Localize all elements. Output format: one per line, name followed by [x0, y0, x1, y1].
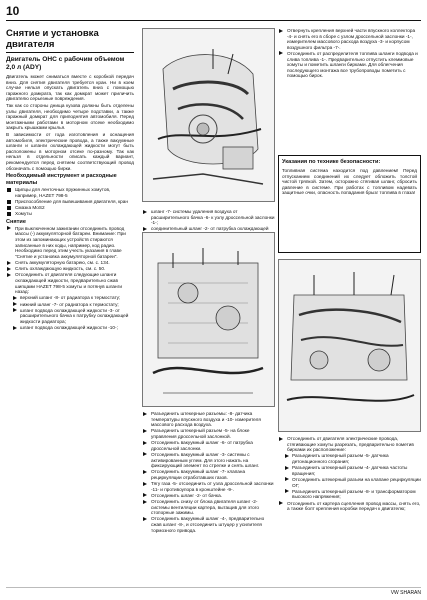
bullet-square-icon	[7, 212, 11, 216]
arrow-bullet-icon	[13, 308, 17, 312]
safety-notice-title: Указания по технике безопасности:	[282, 159, 381, 165]
arrow-bullet-icon	[7, 261, 11, 265]
arrow-bullet-icon	[143, 441, 147, 445]
arrow-bullet-icon	[143, 429, 147, 433]
intro-paragraph: Двигатель может сниматься вместе с коробкой передач вниз. Для снятия двигателя требуется кран. Ни в коем случае нельзя опускать двигатель вниз с помощью гаражного домкрата, так как домкрат может приличить двигателю серьезные повреждения.	[6, 74, 134, 102]
connector-step	[142, 499, 275, 516]
wiring-substep-text: Разъединить штекерный разъем -8- и трансформатором высокого напряжения;	[292, 488, 416, 500]
removal-substep	[6, 302, 134, 308]
wiring-substep-text: Разъединить штекерный разъем -5- датчика детонационного сгорания;	[292, 453, 389, 464]
arrow-bullet-icon	[285, 489, 289, 493]
connector-step-text: Отсоединить шланг -2- от бачка.	[151, 492, 222, 498]
tool-item	[6, 187, 134, 198]
arrow-bullet-icon	[279, 51, 283, 55]
removal-substep	[6, 325, 134, 331]
tool-item	[6, 211, 134, 217]
tools-heading: Необходимый инструмент и расходные материалы	[6, 173, 117, 187]
wiring-step-text: Отсоединить от двигателя электрические провода, стягивающие хомуты разрезать, предварительно пометив бирками их расположение:	[287, 436, 414, 453]
connector-step-text: Отсоединить вакуумный шланг -4-, предварительно сжав шланг -8-, и отсоединить штуцер у усилителя тормозного привода.	[151, 516, 265, 533]
connector-step	[142, 411, 275, 428]
removal-step	[6, 266, 134, 272]
connector-step	[142, 428, 275, 439]
arrow-bullet-icon	[143, 227, 147, 231]
tool-item	[6, 199, 134, 205]
removal-step-text: Отсоединить от двигателя следующие шланги охлаждающей жидкости, предварительно сжав шипцами HAZET 798-5 хомуты и потянув шланги назад:	[15, 272, 122, 295]
arrow-bullet-icon	[7, 273, 11, 277]
removal-step-text: При выключенном зажигании отсоединить провод массы (-) аккумуляторной батареи. Внимание: При этом из запоминающих устройств стираются записанные в них коды, например, код радио. Необходимо перед этим учесть указания в главе "Снятие и установка аккумуляторной батареи".	[15, 225, 126, 259]
safety-notice-text: Топливная система находится под давлением! Перед отпусканием соединений их следует обложить толстой чистой тряпкой. Затем, осторожно стягивая шланг, сбросить давление в системе. При работах с топливом надевать защитные очки, опасность попадания брызг топлива в глаза!	[282, 168, 417, 196]
safety-notice-box	[278, 155, 421, 253]
connector-step-text: Тягу газа -5- отсоединить от узла дроссельной заслонки -11- и противоупора в кронштейне -9-.	[151, 481, 274, 492]
arrow-bullet-icon	[7, 226, 11, 230]
tool-item-text: Смазка MoS2	[15, 205, 45, 211]
removal-step-text: Снять аккумуляторную батарею, см. с. 134.	[15, 260, 110, 265]
connector-step	[142, 452, 275, 469]
wiring-step	[278, 501, 421, 512]
arrow-bullet-icon	[279, 437, 283, 441]
page-footer: VW SHARAN	[390, 590, 421, 596]
connector-step-text: Разъединить штекерные разъемы: -8- датчика температуры впускного воздуха и -10- измерителя массового расхода воздуха.	[151, 411, 261, 428]
arrow-bullet-icon	[143, 500, 147, 504]
intake-step-text: Отсоединить от распределителя топлива шланги подвода и слива топлива -1-. Предварительно отпустить клеммовые хомуты и пометить шланги бирками. Для облегчения последующего монтажа все трубопроводы пометить с помощью бирок.	[287, 50, 418, 79]
fuel-lines-figure	[278, 259, 421, 432]
removal-heading: Снятие	[6, 218, 26, 225]
intake-step	[278, 51, 421, 79]
page-number: 10	[6, 4, 20, 18]
connector-step	[142, 516, 275, 533]
removal-substep	[6, 295, 134, 301]
section-title: Снятие и установка двигателя	[6, 28, 99, 50]
fuel-lines-drawing	[279, 260, 421, 432]
connector-step	[142, 481, 275, 492]
intake-step	[278, 28, 421, 50]
intake-connectors-figure	[142, 232, 275, 407]
removal-step	[6, 226, 134, 260]
tool-item-text: Щипцы для ленточных пружинных хомутов, например, HAZET 798-5	[15, 187, 111, 198]
footer-divider	[6, 587, 421, 588]
intro-paragraph: Так как со стороны днища кузова должны быть отделены узлы двигателя, необходимо четыре подставки, а также гаражный домкрат для приподнятия автомобиля. Перед монтажными работами в моторном отсеке необходимо закрыть крышками крылья.	[6, 102, 134, 131]
wiring-substep-text: Разъединить штекерный разъем -4- датчика частоты вращения;	[292, 465, 408, 476]
connector-step	[142, 469, 275, 480]
column-1	[6, 28, 134, 331]
removal-step	[6, 260, 134, 266]
hose-step	[142, 209, 275, 226]
removal-step	[6, 272, 134, 294]
arrow-bullet-icon	[13, 326, 17, 330]
removal-substep-text: верхний шланг -8- от радиатора к термостату;	[20, 295, 121, 301]
removal-step-text: Слить охлаждающую жидкость, см. с. 50.	[15, 266, 106, 272]
section-title-rule	[6, 52, 134, 53]
wiring-substep	[278, 477, 421, 488]
arrow-bullet-icon	[143, 452, 147, 456]
engine-coolant-hoses-drawing	[143, 29, 275, 202]
intro-paragraph: В зависимости от года изготовления и оснащения автомобиля, электрические провода, а также вакуумные шланги и шланги охлаждающей жидкости могут быть расположены в моторном отсеке по-разному. Так как нельзя в отдельности описать каждый вариант, рекомендуется перед снятием соответствующий провод обозначать с помощью бирки.	[6, 131, 134, 171]
bullet-square-icon	[7, 200, 11, 204]
bullet-square-icon	[7, 188, 11, 192]
column-3-list-1	[278, 28, 421, 80]
arrow-bullet-icon	[7, 267, 11, 271]
tool-item-text: Приспособление для вывешивания двигателя, кран	[15, 198, 128, 204]
connector-step-text: Отсоединить вакуумный шланг -6- от патрубка дроссельной заслонки.	[151, 440, 253, 451]
arrow-bullet-icon	[143, 482, 147, 486]
arrow-bullet-icon	[143, 493, 147, 497]
arrow-bullet-icon	[13, 296, 17, 300]
connector-step-text: Отсоединить вакуумный шланг -7- клапана рециркуляции отработавших газов.	[151, 469, 246, 480]
tool-item	[6, 205, 134, 211]
arrow-bullet-icon	[279, 501, 283, 505]
column-3-list-2	[278, 436, 421, 512]
removal-substep-text: нижний шланг -7- от радиатора к термостату;	[20, 301, 119, 307]
removal-substep-text: шланг подвода охлаждающей жидкости -10-;	[20, 325, 118, 331]
arrow-bullet-icon	[285, 454, 289, 458]
wiring-substep	[278, 453, 421, 464]
section-subtitle: Двигатель OHC с рабочим объемом 2,0 л (ADY)	[6, 56, 125, 71]
removal-substep-text: шланг подвода охлаждающей жидкости -3- от расширительного бачка к патрубку охлаждающей жидкости радиатора;	[20, 307, 129, 324]
intake-connectors-drawing	[143, 233, 275, 407]
hose-step-text: шланг -7- системы удаления воздуха от расширительного бачка -6- к узлу дроссельной заслонки -1-;	[151, 209, 275, 226]
arrow-bullet-icon	[13, 302, 17, 306]
arrow-bullet-icon	[143, 412, 147, 416]
removal-substep	[6, 308, 134, 325]
intake-step-text: Отвернуть крепления верхней части впускного коллектора -4- и снять его в сборе с узлом дроссельной заслонки -1-, измерителем массового расхода воздуха -3- и корпусом воздушного фильтра -7-.	[287, 28, 416, 50]
column-2-list-2	[142, 411, 275, 534]
connector-step	[142, 493, 275, 499]
wiring-substep-text: Отсоединить штекерный разъем на клапане рециркуляции ОГ;	[292, 476, 421, 488]
bullet-square-icon	[7, 206, 11, 210]
wiring-step-text: Отсоединить от картера сцепления провод массы, снять его, а также болт крепления коробки передач к двигателю;	[287, 500, 421, 512]
wiring-substep	[278, 489, 421, 500]
connector-step	[142, 440, 275, 451]
arrow-bullet-icon	[279, 29, 283, 33]
arrow-bullet-icon	[143, 210, 147, 214]
wiring-substep	[278, 465, 421, 476]
connector-step-text: Разъединить штекерный разъем -5- на блоке управления дроссельной заслонкой.	[151, 428, 250, 439]
arrow-bullet-icon	[143, 470, 147, 474]
arrow-bullet-icon	[285, 477, 289, 481]
connector-step-text: Отсоединить снизу от блока двигателя шланг -2- системы вентиляции картера, вытащив для этого стопорные зажимы.	[151, 499, 259, 516]
hose-step-text: соединительный шланг -2- от патрубка охлаждающей	[151, 226, 269, 232]
tool-item-text: Хомуты	[15, 211, 32, 217]
engine-coolant-hoses-figure	[142, 28, 275, 202]
wiring-step	[278, 436, 421, 453]
top-divider	[6, 20, 421, 21]
connector-step-text: Отсоединить вакуумный шланг -3- системы с активированным углем. Для этого нажать на фиксирующий элемент по стрелке и снять шланг.	[151, 451, 260, 469]
arrow-bullet-icon	[143, 517, 147, 521]
arrow-bullet-icon	[285, 466, 289, 470]
